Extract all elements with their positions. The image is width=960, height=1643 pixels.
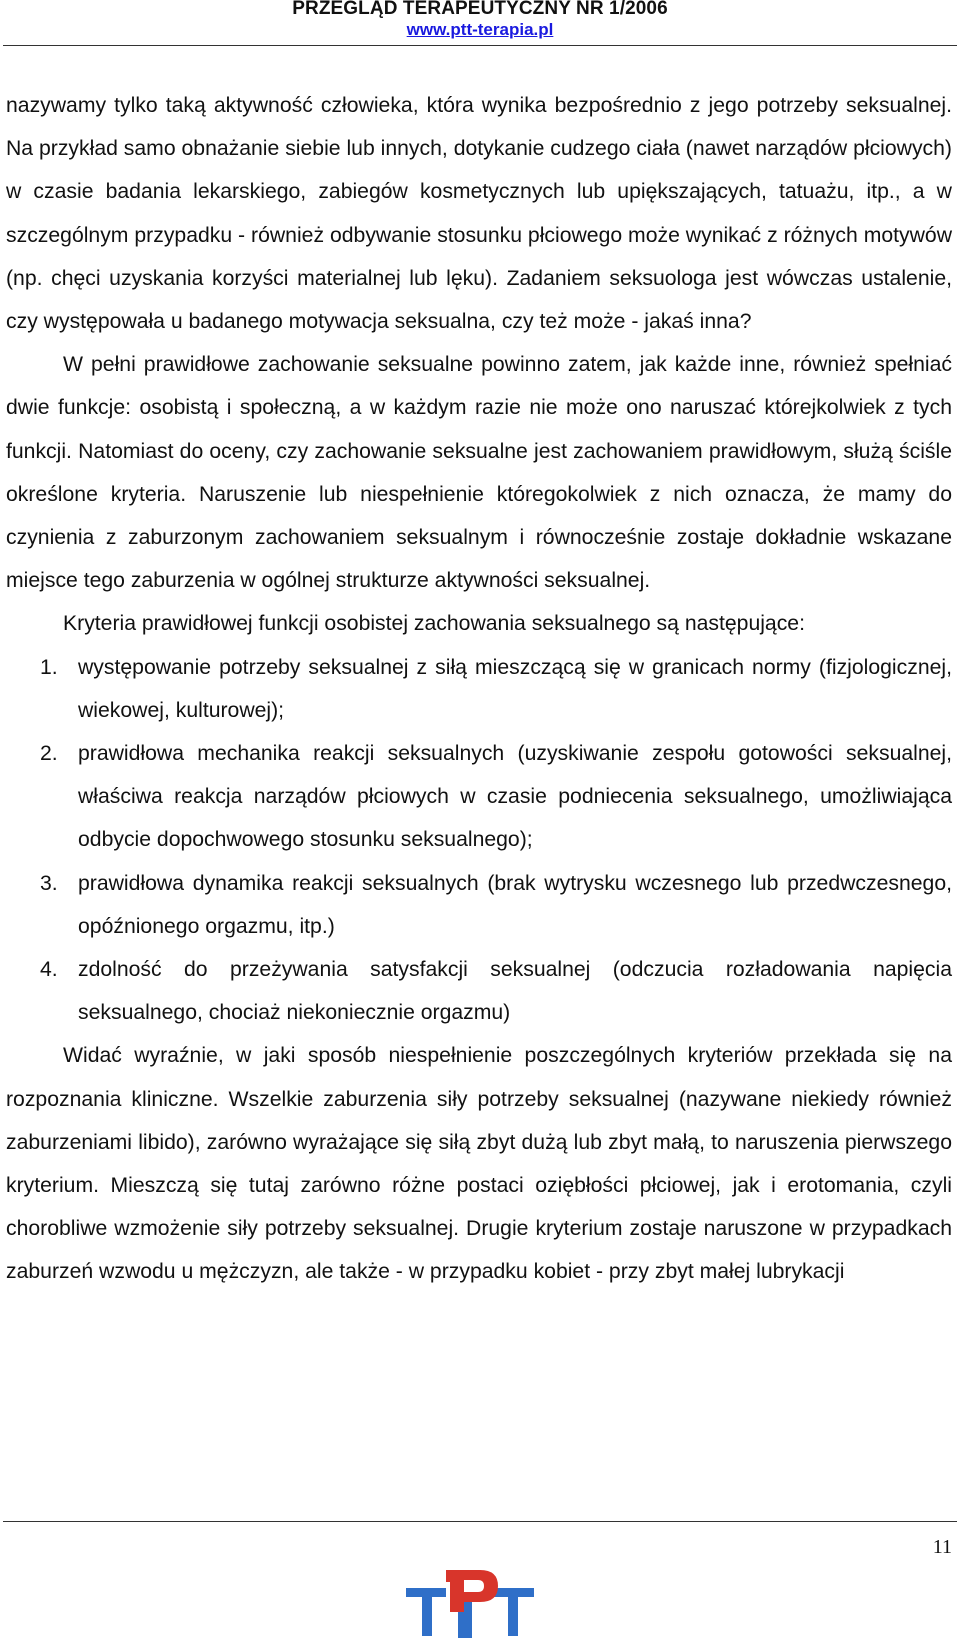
paragraph-2: W pełni prawidłowe zachowanie seksualne powinno zatem, jak każde inne, również spełniać dwie funkcje: osobistą i społeczną, a w każdym razie nie może ono naruszać którejkolwiek z tych funkcji. Natomiast do oceny, czy zachowanie seksualne jest zachowaniem prawidłowym, służą ściśle określone kryteria. Naruszenie lub niespełnienie któregokolwiek z nich oznacza, że mamy do czynienia z zaburzonym zachowaniem seksualnym i równocześnie zostaje dokładnie wskazane miejsce tego zaburzenia w ogólnej strukturze aktywności seksualnej. <box>6 353 952 593</box>
page-header <box>0 0 960 40</box>
list-item <box>6 732 952 862</box>
list-item <box>6 646 952 732</box>
list-text: zdolność do przeżywania satysfakcji seksualnej (odczucia rozładowania napięcia seksualnego, chociaż niekoniecznie orgazmu) <box>78 958 952 1025</box>
list-number: 1. <box>40 655 58 679</box>
list-text: występowanie potrzeby seksualnej z siłą mieszczącą się w granicach normy (fizjologicznej, wiekowej, kulturowej); <box>78 655 952 722</box>
article-body <box>6 84 952 1294</box>
list-item <box>6 948 952 1034</box>
ptt-logo <box>406 1568 536 1643</box>
list-text: prawidłowa dynamika reakcji seksualnych (brak wytrysku wczesnego lub przedwczesnego, opóźnionego orgazmu, itp.) <box>78 871 952 938</box>
list-number: 3. <box>40 871 58 895</box>
paragraph-1: nazywamy tylko taką aktywność człowieka, która wynika bezpośrednio z jego potrzeby seksualnej. Na przykład samo obnażanie siebie lub innych, dotykanie cudzego ciała (nawet narządów płciowych) w czasie badania lekarskiego, zabiegów kosmetycznych lub upiększających, tatuażu, itp., a w szczególnym przypadku - również odbywanie stosunku płciowego może wynikać z różnych motywów (np. chęci uzyskania korzyści materialnej lub lęku). Zadaniem seksuologa jest wówczas ustalenie, czy występowała u badanego motywacja seksualna, czy też może - jakaś inna? <box>6 94 952 334</box>
header-divider <box>3 45 957 46</box>
list-number: 4. <box>40 958 58 982</box>
list-item <box>6 862 952 948</box>
journal-website-link[interactable]: www.ptt-terapia.pl <box>406 20 554 39</box>
paragraph-3: Kryteria prawidłowej funkcji osobistej zachowania seksualnego są następujące: <box>63 612 805 636</box>
list-number: 2. <box>40 742 58 766</box>
page-number: 11 <box>932 1536 952 1558</box>
journal-title: PRZEGLĄD TERAPEUTYCZNY NR 1/2006 <box>292 0 668 19</box>
list-text: prawidłowa mechanika reakcji seksualnych (uzyskiwanie zespołu gotowości seksualnej, właściwa reakcja narządów płciowych w czasie podniecenia seksualnego, umożliwiająca odbycie dopochwowego stosunku seksualnego); <box>78 742 952 852</box>
footer-divider <box>3 1521 957 1522</box>
paragraph-4: Widać wyraźnie, w jaki sposób niespełnienie poszczególnych kryteriów przekłada się na rozpoznania kliniczne. Wszelkie zaburzenia siły potrzeby seksualnej (nazywane niekiedy również zaburzeniami libido), zarówno wyrażające się siłą zbyt dużą lub zbyt małą, to naruszenia pierwszego kryterium. Mieszczą się tutaj zarówno różne postaci oziębłości płciowej, jak i erotomania, czyli chorobliwe wzmożenie siły potrzeby seksualnej. Drugie kryterium zostaje naruszone w przypadkach zaburzeń wzwodu u mężczyzn, ale także - w przypadku kobiet - przy zbyt małej lubrykacji <box>6 1044 952 1284</box>
